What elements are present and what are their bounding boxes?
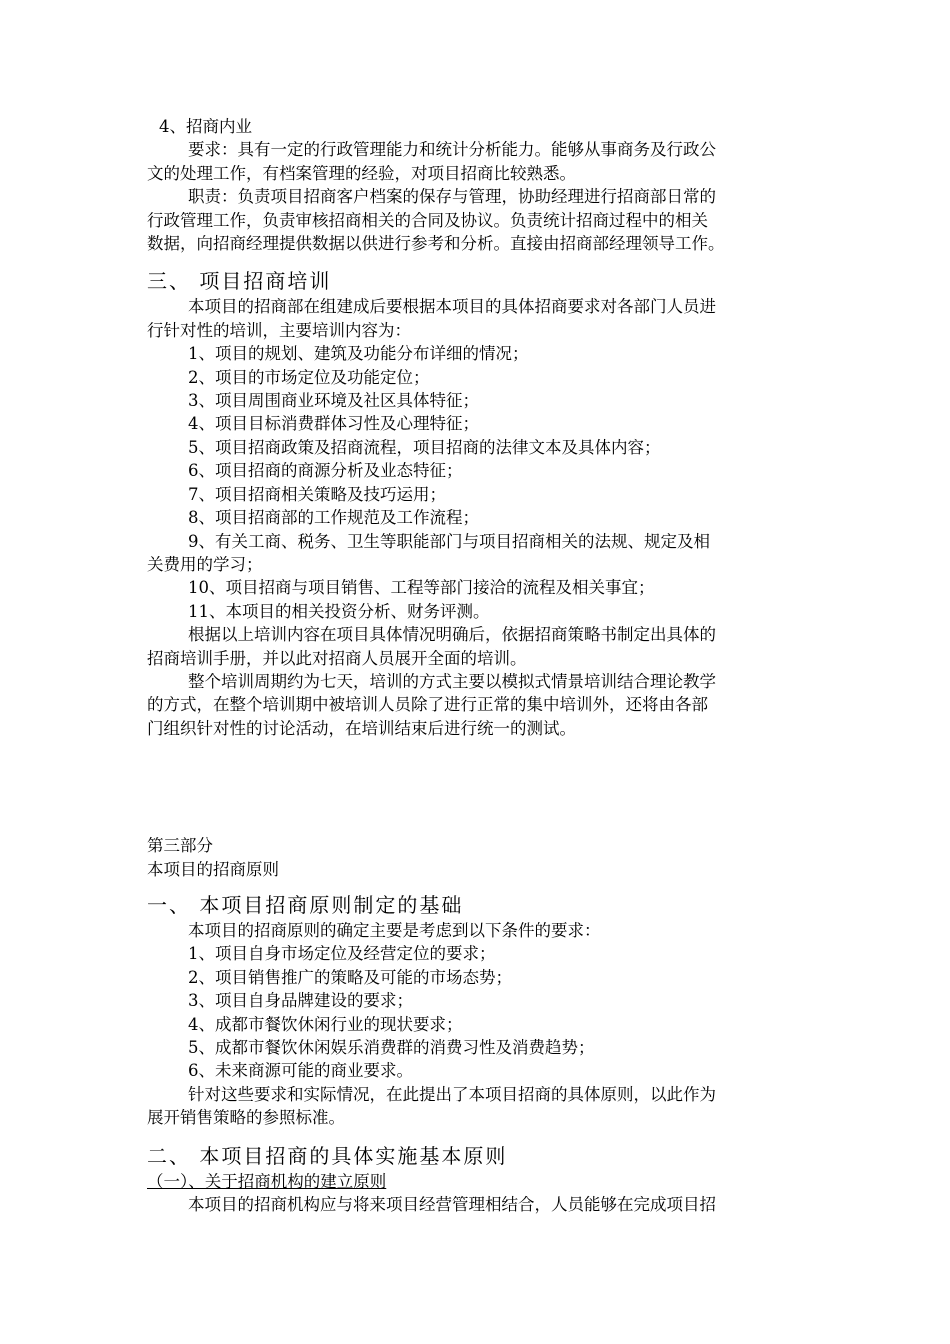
heading-basis: 一、 本项目招商原则制定的基础 bbox=[147, 892, 464, 917]
paragraph-line: 招商培训手册，并以此对招商人员展开全面的培训。 bbox=[147, 648, 527, 668]
list-item: 4、成都市餐饮休闲行业的现状要求； bbox=[188, 1014, 463, 1034]
list-item-continuation: 关费用的学习； bbox=[147, 554, 263, 574]
list-item: 8、项目招商部的工作规范及工作流程； bbox=[188, 508, 479, 528]
list-item: 2、项目的市场定位及功能定位； bbox=[188, 367, 430, 387]
list-item: 7、项目招商相关策略及技巧运用； bbox=[188, 484, 446, 504]
paragraph-line: 根据以上培训内容在项目具体情况明确后，依据招商策略书制定出具体的 bbox=[188, 625, 716, 645]
list-item: 1、项目自身市场定位及经营定位的要求； bbox=[188, 944, 496, 964]
subheading: （一）、关于招商机构的建立原则 bbox=[147, 1171, 387, 1191]
part-label: 第三部分 bbox=[147, 836, 213, 856]
section-title: 4、招商内业 bbox=[159, 117, 252, 136]
list-item: 5、成都市餐饮休闲娱乐消费群的消费习性及消费趋势； bbox=[188, 1038, 595, 1057]
list-item: 6、项目招商的商源分析及业态特征； bbox=[188, 461, 463, 481]
paragraph-line: 行政管理工作，负责审核招商相关的合同及协议。负责统计招商过程中的相关 bbox=[147, 210, 708, 230]
paragraph-line: 本项目的招商机构应与将来项目经营管理相结合，人员能够在完成项目招 bbox=[188, 1195, 716, 1215]
document-page bbox=[147, 115, 807, 1216]
paragraph-line: 门组织针对性的讨论活动，在培训结束后进行统一的测试。 bbox=[147, 718, 576, 738]
paragraph-line: 展开销售策略的参照标准。 bbox=[147, 1108, 345, 1128]
paragraph-line: 本项目的招商原则的确定主要是考虑到以下条件的要求： bbox=[188, 920, 601, 940]
list-item: 5、项目招商政策及招商流程，项目招商的法律文本及具体内容； bbox=[188, 437, 661, 457]
paragraph-line: 整个培训周期约为七天，培训的方式主要以模拟式情景培训结合理论教学 bbox=[188, 671, 716, 691]
heading-implementation: 二、 本项目招商的具体实施基本原则 bbox=[147, 1143, 508, 1168]
paragraph-line: 数据，向招商经理提供数据以供进行参考和分析。直接由招商部经理领导工作。 bbox=[147, 234, 725, 254]
heading-training: 三、 项目招商培训 bbox=[147, 269, 332, 294]
paragraph-line: 针对这些要求和实际情况，在此提出了本项目招商的具体原则，以此作为 bbox=[188, 1084, 716, 1104]
list-item: 11、本项目的相关投资分析、财务评测。 bbox=[188, 601, 490, 621]
list-item: 10、项目招商与项目销售、工程等部门接洽的流程及相关事宜； bbox=[188, 578, 655, 598]
part-title: 本项目的招商原则 bbox=[147, 859, 279, 879]
paragraph-line: 要求：具有一定的行政管理能力和统计分析能力。能够从事商务及行政公 bbox=[188, 140, 716, 160]
list-item: 1、项目的规划、建筑及功能分布详细的情况； bbox=[188, 344, 529, 364]
list-item: 2、项目销售推广的策略及可能的市场态势； bbox=[188, 967, 512, 987]
paragraph-line: 的方式，在整个培训期中被培训人员除了进行正常的集中培训外，还将由各部 bbox=[147, 695, 708, 715]
list-item: 3、项目自身品牌建设的要求； bbox=[188, 991, 413, 1011]
paragraph-line: 行针对性的培训，主要培训内容为： bbox=[147, 320, 411, 340]
paragraph-line: 文的处理工作，有档案管理的经验，对项目招商比较熟悉。 bbox=[147, 163, 576, 183]
list-item: 9、有关工商、税务、卫生等职能部门与项目招商相关的法规、规定及相 bbox=[188, 531, 710, 551]
list-item: 6、未来商源可能的商业要求。 bbox=[188, 1061, 413, 1081]
paragraph-line: 职责：负责项目招商客户档案的保存与管理，协助经理进行招商部日常的 bbox=[188, 187, 716, 207]
paragraph-line: 本项目的招商部在组建成后要根据本项目的具体招商要求对各部门人员进 bbox=[188, 297, 716, 317]
list-item: 4、项目目标消费群体习性及心理特征； bbox=[188, 414, 479, 434]
list-item: 3、项目周围商业环境及社区具体特征； bbox=[188, 391, 479, 411]
